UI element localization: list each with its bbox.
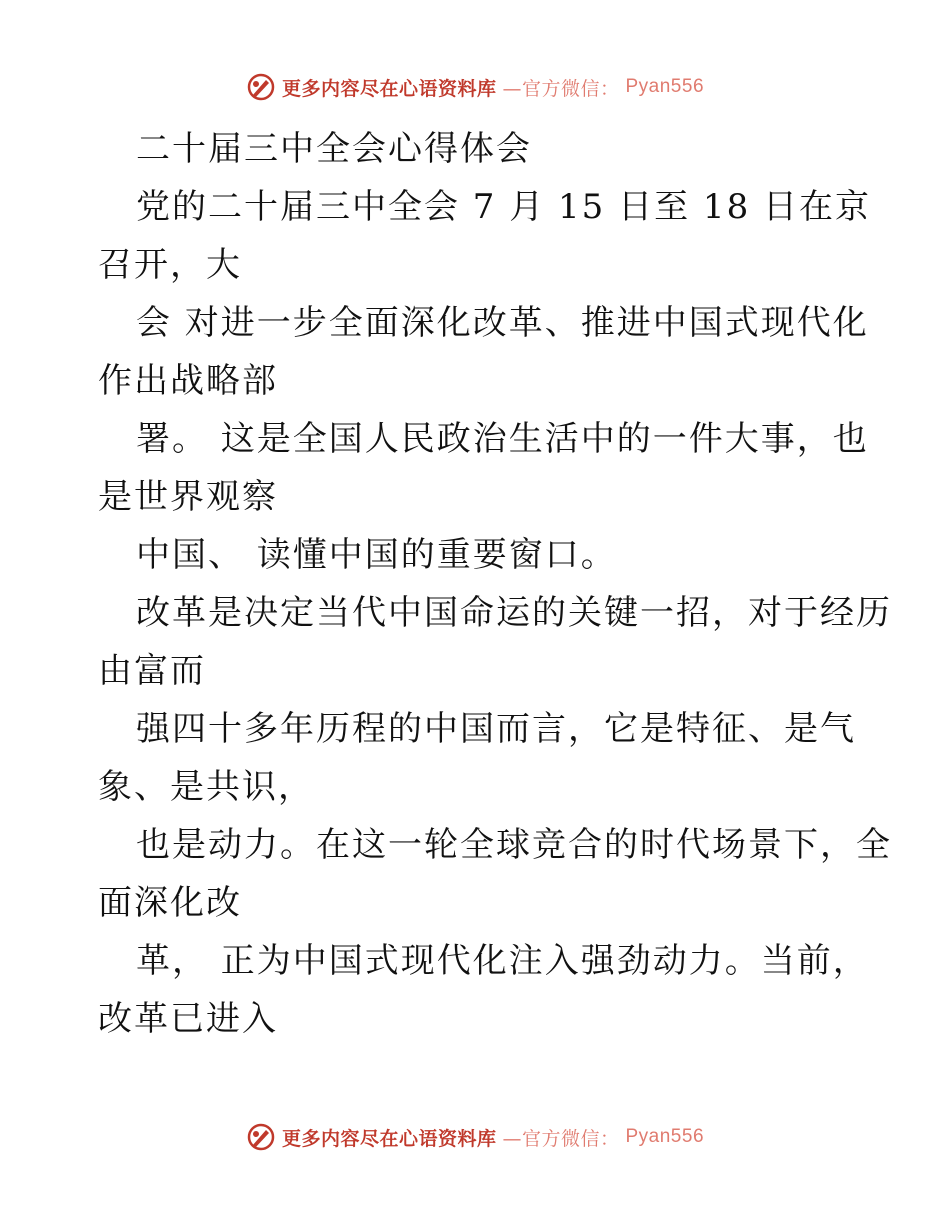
watermark-sub-text: —官方微信： xyxy=(502,77,620,100)
doc-line: 改革已进入 xyxy=(98,999,278,1039)
watermark-sub-text: —官方微信： xyxy=(502,1127,620,1150)
doc-line: 中国、 读懂中国的重要窗口。 xyxy=(136,535,617,575)
header-watermark xyxy=(0,72,950,102)
doc-line: 强四十多年历程的中国而言，它是特征、是气 xyxy=(136,709,856,749)
doc-line: 作出战略部 xyxy=(98,361,278,401)
doc-line: 也是动力。在这一轮全球竞合的时代场景下，全 xyxy=(136,825,892,865)
watermark-wechat-id: Pyan556 xyxy=(625,1126,705,1147)
doc-line: 署。 这是全国人民政治生活中的一件大事，也 xyxy=(136,419,869,459)
document-body xyxy=(98,120,892,1048)
doc-line: 革， 正为中国式现代化注入强劲动力。当前， xyxy=(136,941,869,981)
watermark-main-text: 更多内容尽在心语资料库 xyxy=(281,77,497,100)
footer-watermark xyxy=(0,1122,950,1152)
doc-line: 二十届三中全会心得体会 xyxy=(136,129,532,169)
doc-line: 象、是共识， xyxy=(98,767,314,807)
quill-circle-logo-icon xyxy=(246,1122,276,1152)
watermark-main-text: 更多内容尽在心语资料库 xyxy=(281,1127,497,1150)
doc-line: 召开，大 xyxy=(98,245,242,285)
doc-line: 是世界观察 xyxy=(98,477,278,517)
doc-line: 由富而 xyxy=(98,651,206,691)
watermark-wechat-id: Pyan556 xyxy=(625,76,705,97)
doc-line: 面深化改 xyxy=(98,883,242,923)
doc-line: 会 对进一步全面深化改革、推进中国式现代化 xyxy=(136,303,869,343)
doc-line: 党的二十届三中全会 7 月 15 日至 18 日在京 xyxy=(136,187,872,227)
doc-line: 改革是决定当代中国命运的关键一招，对于经历 xyxy=(136,593,892,633)
quill-circle-logo-icon xyxy=(246,72,276,102)
